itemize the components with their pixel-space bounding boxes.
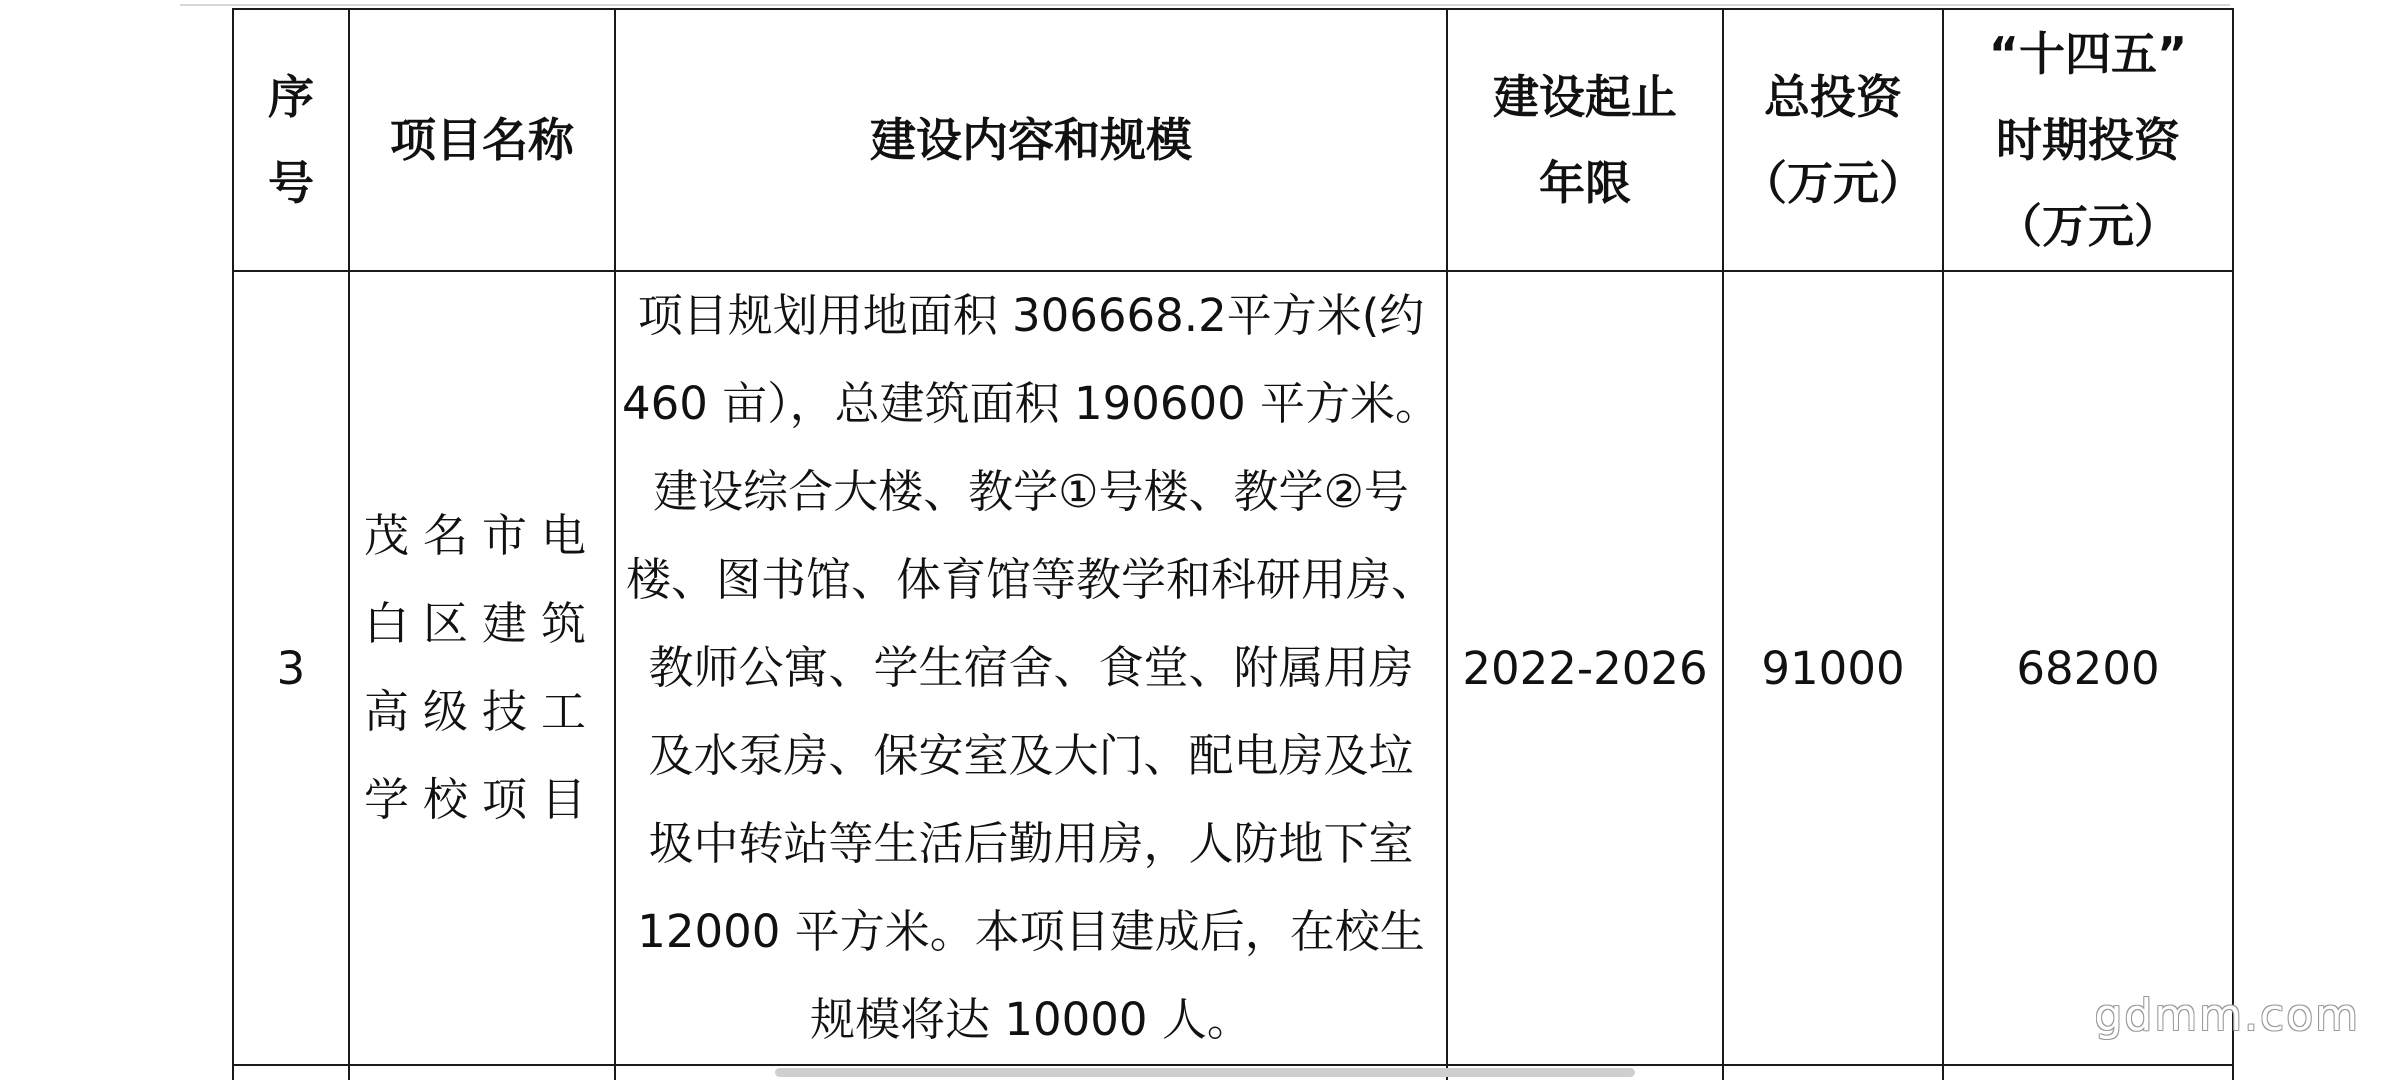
cell-project-name	[349, 271, 615, 1065]
header-content: 建设内容和规模	[615, 9, 1447, 271]
header-plan	[1943, 9, 2233, 271]
project-name-line: 茂名市电	[363, 509, 600, 562]
content-line: 圾中转站等生活后勤用房，人防地下室	[648, 817, 1414, 870]
header-period-line: 年限	[1539, 156, 1631, 210]
header-index-line: 序	[268, 70, 314, 124]
content-line: 12000 平方米。本项目建成后，在校生	[637, 905, 1425, 958]
horizontal-scrollbar[interactable]	[775, 1068, 1635, 1077]
cell-content	[615, 271, 1447, 1065]
header-total-line: （万元）	[1741, 156, 1925, 210]
project-name-line: 学校项目	[363, 773, 600, 826]
content-line: 及水泵房、保安室及大门、配电房及垃	[648, 729, 1414, 782]
header-plan-line: （万元）	[1996, 199, 2180, 253]
header-plan-line: 时期投资	[1996, 113, 2180, 167]
content-line: 460 亩），总建筑面积 190600 平方米。	[621, 377, 1441, 430]
header-period-line: 建设起止	[1493, 70, 1677, 124]
project-name-line: 高级技工	[363, 685, 600, 738]
table-row	[233, 271, 2233, 1065]
cell-total-investment: 91000	[1723, 271, 1943, 1065]
stub-cell	[1943, 1065, 2233, 1080]
cell-period: 2022-2026	[1447, 271, 1723, 1065]
header-index-line: 号	[268, 156, 314, 210]
page-top-rule	[180, 4, 2230, 6]
content-line: 项目规划用地面积 306668.2平方米(约	[637, 289, 1425, 342]
stub-cell	[233, 1065, 349, 1080]
stub-cell	[349, 1065, 615, 1080]
header-period	[1447, 9, 1723, 271]
content-line: 规模将达 10000 人。	[810, 993, 1252, 1046]
watermark: gdmm.com	[2094, 990, 2360, 1041]
header-name: 项目名称	[349, 9, 615, 271]
header-total	[1723, 9, 1943, 271]
content-line: 教师公寓、学生宿舍、食堂、附属用房	[648, 641, 1414, 694]
project-table	[232, 8, 2234, 1080]
content-line: 楼、图书馆、体育馆等教学和科研用房、	[625, 553, 1436, 606]
header-index	[233, 9, 349, 271]
project-name-line: 白区建筑	[363, 597, 600, 650]
stub-cell	[1723, 1065, 1943, 1080]
header-total-line: 总投资	[1764, 70, 1902, 124]
content-line: 建设综合大楼、教学①号楼、教学②号	[653, 465, 1409, 518]
cell-index: 3	[233, 271, 349, 1065]
header-plan-line: “十四五”	[1988, 27, 2188, 81]
header-row	[233, 9, 2233, 271]
cell-plan-investment: 68200	[1943, 271, 2233, 1065]
